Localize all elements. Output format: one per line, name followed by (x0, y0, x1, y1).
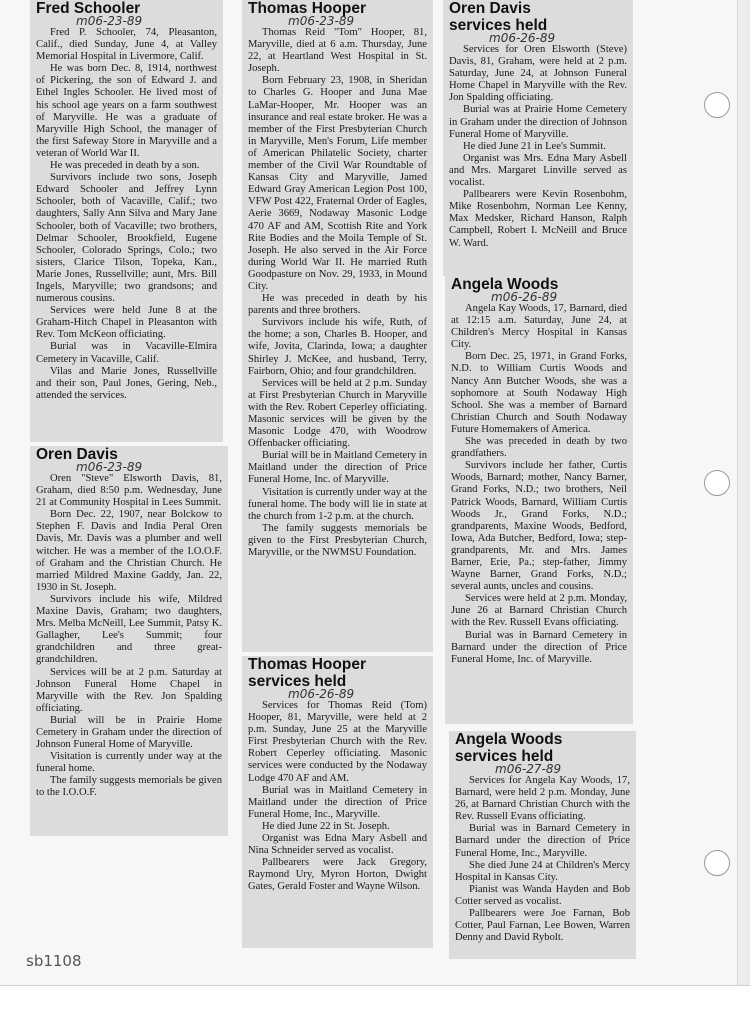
clipping-fred-schooler (30, 0, 223, 442)
paragraph: He was preceded in death by his parents and three brothers. (248, 293, 427, 317)
paragraph: Pallbearers were Jack Gregory, Raymond Ury, Myron Horton, Dwight Gates, Gerald Foster and Wayne Wilson. (248, 857, 427, 893)
paragraph: Services were held at 2 p.m. Monday, June 26 at Barnard Christian Church with the Rev. Russell Evans officiating. (451, 593, 627, 629)
clipping-angela-woods-services (449, 731, 636, 959)
paragraph: Burial was in Barnard Cemetery in Barnard under the direction of Price Funeral Home, Inc., Maryville. (455, 823, 630, 859)
paragraph: Pallbearers were Joe Farnan, Bob Cotter, Paul Farnan, Lee Bowen, Warren Denny and David Rybolt. (455, 908, 630, 944)
paragraph: Organist was Mrs. Edna Mary Asbell and Mrs. Margaret Linville served as vocalist. (449, 152, 627, 189)
paragraph: Burial was at Prairie Home Cemetery in Graham under the direction of Johnson Funeral Home of Maryville. (449, 104, 627, 140)
handwritten-date: m06-27-89 (495, 762, 562, 776)
paragraph: Services for Angela Kay Woods, 17, Barnard, were held 2 p.m. Monday, June 26, at Barnard Christian Church with the Rev. Russell Evans officiating. (455, 775, 630, 823)
headline: Fred Schooler (36, 0, 141, 17)
paragraph: Vilas and Marie Jones, Russellville and their son, Paul Jones, Gering, Neb., attended the services. (36, 365, 217, 401)
punch-hole (704, 470, 730, 496)
paragraph: Burial will be in Prairie Home Cemetery in Graham under the direction of Johnson Funeral Home of Maryville. (36, 714, 222, 751)
handwritten-date: m06-26-89 (288, 687, 355, 701)
paragraph: Visitation is currently under way at the funeral home. The body will lie in state at the church from 1-2 p.m. at the church. (248, 486, 427, 522)
paragraph: Angela Kay Woods, 17, Barnard, died at 12:15 a.m. Saturday, June 24, at Children's Mercy Hospital in Kansas City. (451, 303, 627, 351)
paragraph: Fred P. Schooler, 74, Pleasanton, Calif., died Sunday, June 4, at Valley Memorial Hospital in Livermore, Calif. (36, 27, 217, 63)
clipping-angela-woods (445, 276, 633, 724)
paragraph: Burial was in Vacaville-Elmira Cemetery in Vacaville, Calif. (36, 341, 217, 365)
clipping-thomas-hooper (242, 0, 433, 652)
paragraph: Survivors include two sons, Joseph Edward Schooler and Jeffrey Lynn Schooler, both of Vacaville, Calif.; two daughters, Sally Ann Silva and Mary Jane Schooler, both of Vacaville; two brothers, Delmar Schooler, Brookfield, Eugene Schooler, Colorado Springs, Colo.; two sisters, Clarice Tilson, Topeka, Kan., Marie Jones, Russellville; aunt, Mrs. Bill Ingels, Maryville; two grandsons; and numerous cousins. (36, 172, 217, 305)
paragraph: She was preceded in death by two grandfathers. (451, 436, 627, 460)
paragraph: Services will be at 2 p.m. Saturday at Johnson Funeral Home Chapel in Maryville with the Rev. Jon Spalding officiating. (36, 666, 222, 714)
page-label: sb1108 (26, 952, 82, 970)
paragraph: Services will be held at 2 p.m. Sunday at First Presbyterian Church in Maryville with the Rev. Robert Ceperley officiating. Masonic services will be given by the Masonic Lodge 470, with Woodrow Offenbacker officiating. (248, 377, 427, 450)
paragraph: Survivors include his wife, Mildred Maxine Davis, Graham; two daughters, Mrs. Melba McNeill, Lee Summit, Patsy K. Gallagher, Lee's Summit; four grandchildren and three great-grandchildren. (36, 593, 222, 666)
headline: Angela Woods services held (455, 731, 563, 765)
paragraph: He was born Dec. 8, 1914, northwest of Pickering, the son of Edward J. and Ethel Ingles Schooler. He lived most of his school age years on a farm southwest of Maryville. He was a graduate of Maryville High School, the manager of the first Safeway Store in Maryville and a veteran of World War II. (36, 63, 217, 159)
paragraph: Survivors include his wife, Ruth, of the home; a son, Charles B. Hooper, and wife, Jovita, Clarinda, Iowa; a daughter Shirley J. McKee, and husband, Terry, Fairborn, Ohio; and four grandchildren. (248, 317, 427, 377)
handwritten-date: m06-23-89 (76, 14, 143, 28)
headline: Oren Davis (36, 446, 118, 463)
paragraph: He was preceded in death by a son. (50, 160, 200, 172)
paragraph: Burial will be in Maitland Cemetery in Maitland under the direction of Price Funeral Home, Inc. of Maryville. (248, 450, 427, 486)
handwritten-date: m06-26-89 (491, 290, 558, 304)
paragraph: Pianist was Wanda Hayden and Bob Cotter served as vocalist. (455, 883, 630, 907)
handwritten-date: m06-23-89 (288, 14, 355, 28)
paragraph: Services for Oren Elsworth (Steve) Davis, 81, Graham, were held at 2 p.m. Saturday, June 24, at Johnson Funeral Home Chapel in Maryville with the Rev. Jon Spalding officiating. (449, 44, 627, 104)
paragraph: She died June 24 at Children's Mercy Hospital in Kansas City. (455, 859, 630, 883)
clipping-thomas-hooper-services (242, 656, 433, 948)
paragraph: Burial was in Barnard Cemetery in Barnard under the direction of Price Funeral Home, Inc. of Maryville. (451, 629, 627, 665)
handwritten-date: m06-23-89 (76, 460, 143, 474)
punch-hole (704, 850, 730, 876)
page-bottom-edge (0, 985, 750, 1034)
headline: Thomas Hooper services held (248, 656, 366, 690)
paragraph: Oren "Steve" Elsworth Davis, 81, Graham, died 8:50 p.m. Wednesday, June 21 at Community Hospital in Lees Summit. (36, 473, 222, 509)
clipping-oren-davis (30, 446, 228, 836)
paragraph: Born Dec. 25, 1971, in Grand Forks, N.D. to William Curtis Woods and Nancy Ann Butcher Woods, she was a sophomore at South Nodaway High School. She was a member of Barnard Christian Church and South Nodaway Future Homemakers of America. (451, 351, 627, 435)
paragraph: Thomas Reid "Tom" Hooper, 81, Maryville, died at 6 a.m. Thursday, June 22, at Heartland West Hospital in St. Joseph. (248, 27, 427, 75)
paragraph: Organist was Edna Mary Asbell and Nina Schneider served as vocalist. (248, 833, 427, 857)
paragraph: Survivors include her father, Curtis Woods, Barnard; mother, Nancy Barner, Grand Forks, N.D.; two brothers, Neil Patrick Woods, Barnard, William Curtis Woods Jr., Grand Forks, N.D.; grandparents, Maxine Woods, Bedford, Iowa, Ada Butcher, Bedford, Iowa; step-grandparents, Mr. and Mrs. James Barner, Erie, Pa.; step-father, Jimmy Wayne Barner, Grand Forks, N.D.; several aunts, uncles and cousins. (451, 460, 627, 593)
paragraph: Visitation is currently under way at the funeral home. (36, 751, 222, 775)
clipping-oren-davis-services (443, 0, 633, 276)
paragraph: He died June 22 in St. Joseph. (262, 820, 390, 832)
paragraph: Burial was in Maitland Cemetery in Maitland under the direction of Price Funeral Home, Inc., Maryville. (248, 784, 427, 820)
paragraph: The family suggests memorials be given to the I.O.O.F. (36, 775, 222, 799)
headline: Oren Davis services held (449, 0, 548, 34)
paragraph: Services for Thomas Reid (Tom) Hooper, 81, Maryville, were held at 2 p.m. Sunday, June 25 at the Maryville First Presbyterian Church with the Rev. Robert Ceperley officiating. Masonic services were conducted by the Nodaway Lodge 470 AF and AM. (248, 700, 427, 784)
headline: Angela Woods (451, 276, 559, 293)
paragraph: Services were held June 8 at the Graham-Hitch Chapel in Pleasanton with Rev. Tom McKeon officiating. (36, 305, 217, 341)
handwritten-date: m06-26-89 (489, 31, 556, 45)
punch-hole (704, 92, 730, 118)
headline: Thomas Hooper (248, 0, 366, 17)
paragraph: Born February 23, 1908, in Sheridan to Charles G. Hooper and Juna Mae LaMar-Hooper, Mr. Hooper was an insurance and real estate broker. He was a member of the First Presbyterian Church in Maryville, Men's Forum, Life member of American Philatelic Society, charter member of the Civil War Roundtable of Kansas City and Maryville, Jamed Edward Gray American Legion Post 100, VFW Post 422, Fraternal Order of Eagles, Aerie 3669, Nodaway Masonic Lodge 470 AF and AM, Scottish Rite and York Rite Bodies and the Moila Temple of St. Joseph. He also served in the Air Force during World War II. He married Ruth Goodpasture on Nov. 29, 1933, in Mound City. (248, 75, 427, 292)
paragraph: The family suggests memorials be given to the First Presbyterian Church, Maryville, or the NWMSU Foundation. (248, 522, 427, 559)
paragraph: Born Dec. 22, 1907, near Bolckow to Stephen F. Davis and India Peral Oren Davis, Mr. Davis was a plumber and well witcher. He was a member of the I.O.O.F. of Graham and the Christian Church. He married Mildred Maxine Gaddy, Jan. 22, 1930 in St. Joseph. (36, 509, 222, 593)
paragraph: Pallbearers were Kevin Rosenbohm, Mike Rosenbohm, Norman Lee Kenny, Max Medsker, Richard Hanson, Ralph Campbell, Robert I. McNeill and Bruce W. Ward. (449, 189, 627, 249)
binder-strip (737, 0, 750, 985)
paragraph: He died June 21 in Lee's Summit. (463, 140, 606, 152)
